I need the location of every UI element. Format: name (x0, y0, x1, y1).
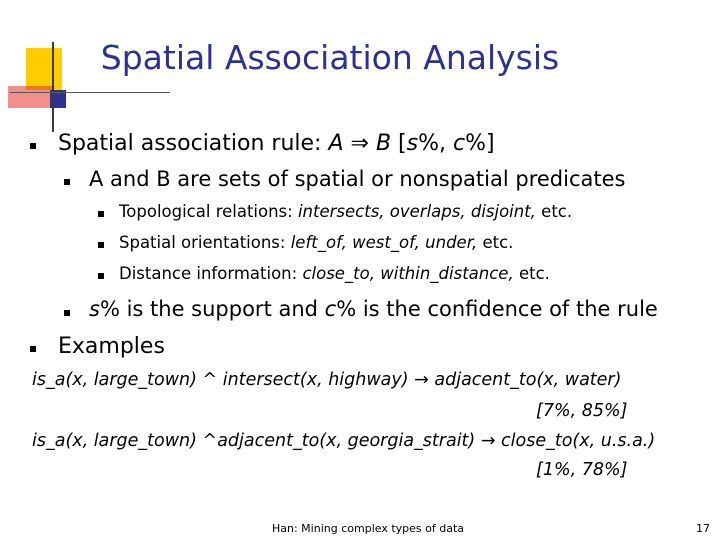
predicates-line: A and B are sets of spatial or nonspatial predicates (89, 167, 626, 191)
bullet-marker (30, 346, 36, 352)
confidence-var: c (324, 297, 337, 321)
rule-prefix: Spatial association rule: (58, 131, 329, 156)
example-rule-2: is_a(x, large_town) ^adjacent_to(x, georgia_strait) → close_to(x, u.s.a.) (32, 431, 656, 451)
footer-text: Han: Mining complex types of data (272, 522, 465, 535)
bullet-marker (98, 211, 104, 217)
topological-line (119, 202, 572, 221)
bullet-marker (30, 143, 36, 149)
bullet-marker (64, 310, 70, 316)
bullet-marker (98, 242, 104, 248)
distance-label: Distance information: (119, 264, 303, 283)
orientations-values: left_of, west_of, under, (290, 233, 478, 252)
example-rule-1-support: [7%, 85%] (536, 401, 628, 421)
rule-support-var: s (406, 131, 419, 156)
examples-heading: Examples (58, 334, 165, 359)
bullet-marker (64, 179, 70, 185)
example-rule-1: is_a(x, large_town) ^ intersect(x, highway) → adjacent_to(x, water) (32, 370, 622, 390)
topological-tail: etc. (535, 202, 573, 221)
rule-antecedent: A (328, 131, 344, 156)
distance-tail: etc. (513, 264, 550, 283)
implies-symbol: ⇒ (350, 131, 369, 156)
page-number: 17 (696, 522, 710, 535)
distance-line (119, 264, 550, 283)
orientations-line (119, 233, 513, 252)
example-rule-2-support: [1%, 78%] (536, 460, 628, 480)
rule-bracket-open: [ (391, 131, 407, 156)
orientations-tail: etc. (477, 233, 514, 252)
support-var: s (89, 297, 100, 321)
orientations-label: Spatial orientations: (119, 233, 291, 252)
decorative-horizontal-line (10, 92, 170, 93)
distance-values: close_to, within_distance, (302, 264, 514, 283)
decorative-red-square (8, 86, 54, 108)
topological-label: Topological relations: (119, 202, 298, 221)
rule-pct1: %, (418, 131, 453, 156)
topological-values: intersects, overlaps, disjoint, (297, 202, 536, 221)
support-line (89, 297, 658, 321)
rule-pct2: %] (465, 131, 495, 156)
support-mid: % is the support and (99, 297, 325, 321)
rule-confidence-var: c (453, 131, 466, 156)
slide-title: Spatial Association Analysis (100, 38, 560, 77)
support-tail: % is the confidence of the rule (336, 297, 658, 321)
bullet-marker (98, 273, 104, 279)
rule-line (58, 131, 495, 156)
rule-consequent: B (375, 131, 392, 156)
